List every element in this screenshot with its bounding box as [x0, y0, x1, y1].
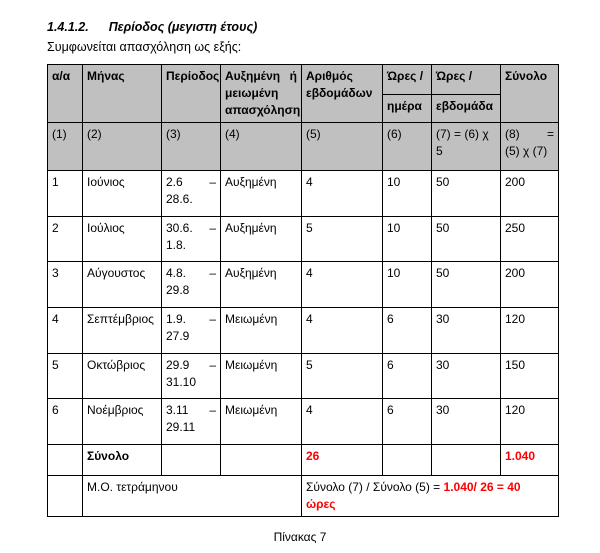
cell-total: 120 — [501, 399, 559, 445]
cell-aa: 5 — [48, 354, 83, 399]
header-type-line1 — [225, 68, 297, 85]
header-row — [48, 65, 559, 95]
cell-type: Μειωμένη — [221, 308, 302, 354]
cell-total: 120 — [501, 308, 559, 354]
header-weekhours-top: Ώρες / — [432, 65, 501, 95]
period-start: 29.9 — [166, 358, 190, 372]
cell-weekhours: 50 — [432, 262, 501, 308]
cell-weeks: 4 — [302, 262, 383, 308]
colnum-4: (4) — [221, 123, 302, 171]
header-total: Σύνολο — [501, 65, 559, 123]
table-row — [48, 399, 559, 445]
total-empty-1 — [48, 445, 83, 476]
cell-weeks: 4 — [302, 308, 383, 354]
cell-period — [162, 217, 221, 262]
cell-period — [162, 262, 221, 308]
colnum-3: (3) — [162, 123, 221, 171]
colnum-8-line1 — [505, 126, 554, 143]
colnum-2: (2) — [83, 123, 162, 171]
period-dash: – — [209, 403, 216, 417]
cell-total: 150 — [501, 354, 559, 399]
cell-weeks: 4 — [302, 171, 383, 217]
period-dash: – — [209, 175, 216, 189]
cell-aa: 2 — [48, 217, 83, 262]
colnum-8-a: (8) — [505, 127, 520, 141]
period-end: 31.10 — [166, 375, 197, 389]
cell-month: Νοέμβριος — [83, 399, 162, 445]
header-weeks-line2: εβδομάδων — [306, 86, 373, 100]
total-empty-2 — [162, 445, 221, 476]
header-weeks-line1: Αριθμός — [306, 69, 353, 83]
total-label: Σύνολο — [83, 445, 162, 476]
total-weeks: 26 — [302, 445, 383, 476]
cell-hours: 10 — [383, 217, 432, 262]
colnum-1: (1) — [48, 123, 83, 171]
period-end: 28.6. — [166, 192, 193, 206]
section-title: Περίοδος (μεγιστη έτους) — [108, 20, 258, 34]
total-row — [48, 445, 559, 476]
cell-period — [162, 399, 221, 445]
header-type-line2: μειωμένη — [225, 86, 279, 100]
cell-weekhours: 50 — [432, 217, 501, 262]
header-type-line3: απασχόληση — [225, 103, 301, 117]
colnum-8-line2: (5) χ (7) — [505, 144, 548, 158]
cell-weekhours: 30 — [432, 399, 501, 445]
cell-hours: 6 — [383, 354, 432, 399]
cell-aa: 6 — [48, 399, 83, 445]
cell-weekhours: 30 — [432, 354, 501, 399]
avg-formula-text: Σύνολο (7) / Σύνολο (5) = — [306, 480, 444, 494]
period-start: 2.6 — [166, 175, 183, 189]
table-row — [48, 354, 559, 399]
cell-aa: 3 — [48, 262, 83, 308]
period-end: 29.11 — [166, 420, 196, 434]
cell-month: Αύγουστος — [83, 262, 162, 308]
average-row — [48, 476, 559, 517]
cell-aa: 4 — [48, 308, 83, 354]
cell-total: 200 — [501, 262, 559, 308]
cell-type: Μειωμένη — [221, 399, 302, 445]
avg-formula-line1 — [306, 479, 554, 496]
section-heading — [47, 20, 257, 34]
cell-period — [162, 308, 221, 354]
total-empty-4 — [383, 445, 432, 476]
header-hours-bottom: ημέρα — [383, 95, 432, 123]
cell-month: Ιούνιος — [83, 171, 162, 217]
avg-label: Μ.Ο. τετράμηνου — [83, 476, 302, 517]
employment-table — [47, 64, 559, 517]
header-weekhours-bottom: εβδομάδα — [432, 95, 501, 123]
cell-hours: 10 — [383, 262, 432, 308]
cell-weekhours: 50 — [432, 171, 501, 217]
cell-total: 200 — [501, 171, 559, 217]
table-row — [48, 217, 559, 262]
avg-formula — [302, 476, 559, 517]
table-row — [48, 308, 559, 354]
period-dash: – — [209, 312, 216, 326]
avg-unit: ώρες — [306, 497, 336, 511]
cell-aa: 1 — [48, 171, 83, 217]
cell-weekhours: 30 — [432, 308, 501, 354]
column-number-row — [48, 123, 559, 171]
period-dash: – — [209, 221, 216, 235]
header-hours-top: Ώρες / — [383, 65, 432, 95]
period-start: 1.9. — [166, 312, 187, 326]
cell-month: Σεπτέμβριος — [83, 308, 162, 354]
header-type-word1: Αυξημένη — [225, 69, 281, 83]
cell-period — [162, 354, 221, 399]
header-type — [221, 65, 302, 123]
total-empty-3 — [221, 445, 302, 476]
period-start: 30.6. — [166, 221, 193, 235]
cell-type: Αυξημένη — [221, 262, 302, 308]
header-type-word2: ή — [289, 69, 297, 83]
colnum-7: (7) = (6) χ 5 — [432, 123, 501, 171]
cell-total: 250 — [501, 217, 559, 262]
cell-month: Οκτώβριος — [83, 354, 162, 399]
cell-weeks: 5 — [302, 354, 383, 399]
header-month: Μήνας — [83, 65, 162, 123]
cell-weeks: 5 — [302, 217, 383, 262]
cell-type: Αυξημένη — [221, 217, 302, 262]
total-empty-5 — [432, 445, 501, 476]
period-end: 1.8. — [166, 238, 187, 252]
cell-hours: 6 — [383, 399, 432, 445]
avg-empty — [48, 476, 83, 517]
period-end: 29.8 — [166, 283, 190, 297]
period-dash: – — [209, 266, 216, 280]
colnum-5: (5) — [302, 123, 383, 171]
cell-hours: 10 — [383, 171, 432, 217]
table-row — [48, 171, 559, 217]
cell-type: Μειωμένη — [221, 354, 302, 399]
period-start: 3.11 — [166, 403, 189, 417]
colnum-6: (6) — [383, 123, 432, 171]
period-start: 4.8. — [166, 266, 187, 280]
header-weeks — [302, 65, 383, 123]
total-hours: 1.040 — [501, 445, 559, 476]
table-row — [48, 262, 559, 308]
intro-text: Συμφωνείται απασχόληση ως εξής: — [47, 40, 242, 54]
colnum-8-b: = — [546, 127, 554, 141]
period-end: 27.9 — [166, 329, 190, 343]
table-caption: Πίνακας 7 — [273, 530, 327, 544]
period-dash: – — [209, 358, 216, 372]
header-aa: α/α — [48, 65, 83, 123]
avg-value: 1.040/ 26 = 40 — [443, 480, 521, 494]
cell-hours: 6 — [383, 308, 432, 354]
colnum-8 — [501, 123, 559, 171]
header-period: Περίοδος — [162, 65, 221, 123]
cell-period — [162, 171, 221, 217]
cell-weeks: 4 — [302, 399, 383, 445]
cell-month: Ιούλιος — [83, 217, 162, 262]
cell-type: Αυξημένη — [221, 171, 302, 217]
section-number: 1.4.1.2. — [47, 20, 89, 34]
